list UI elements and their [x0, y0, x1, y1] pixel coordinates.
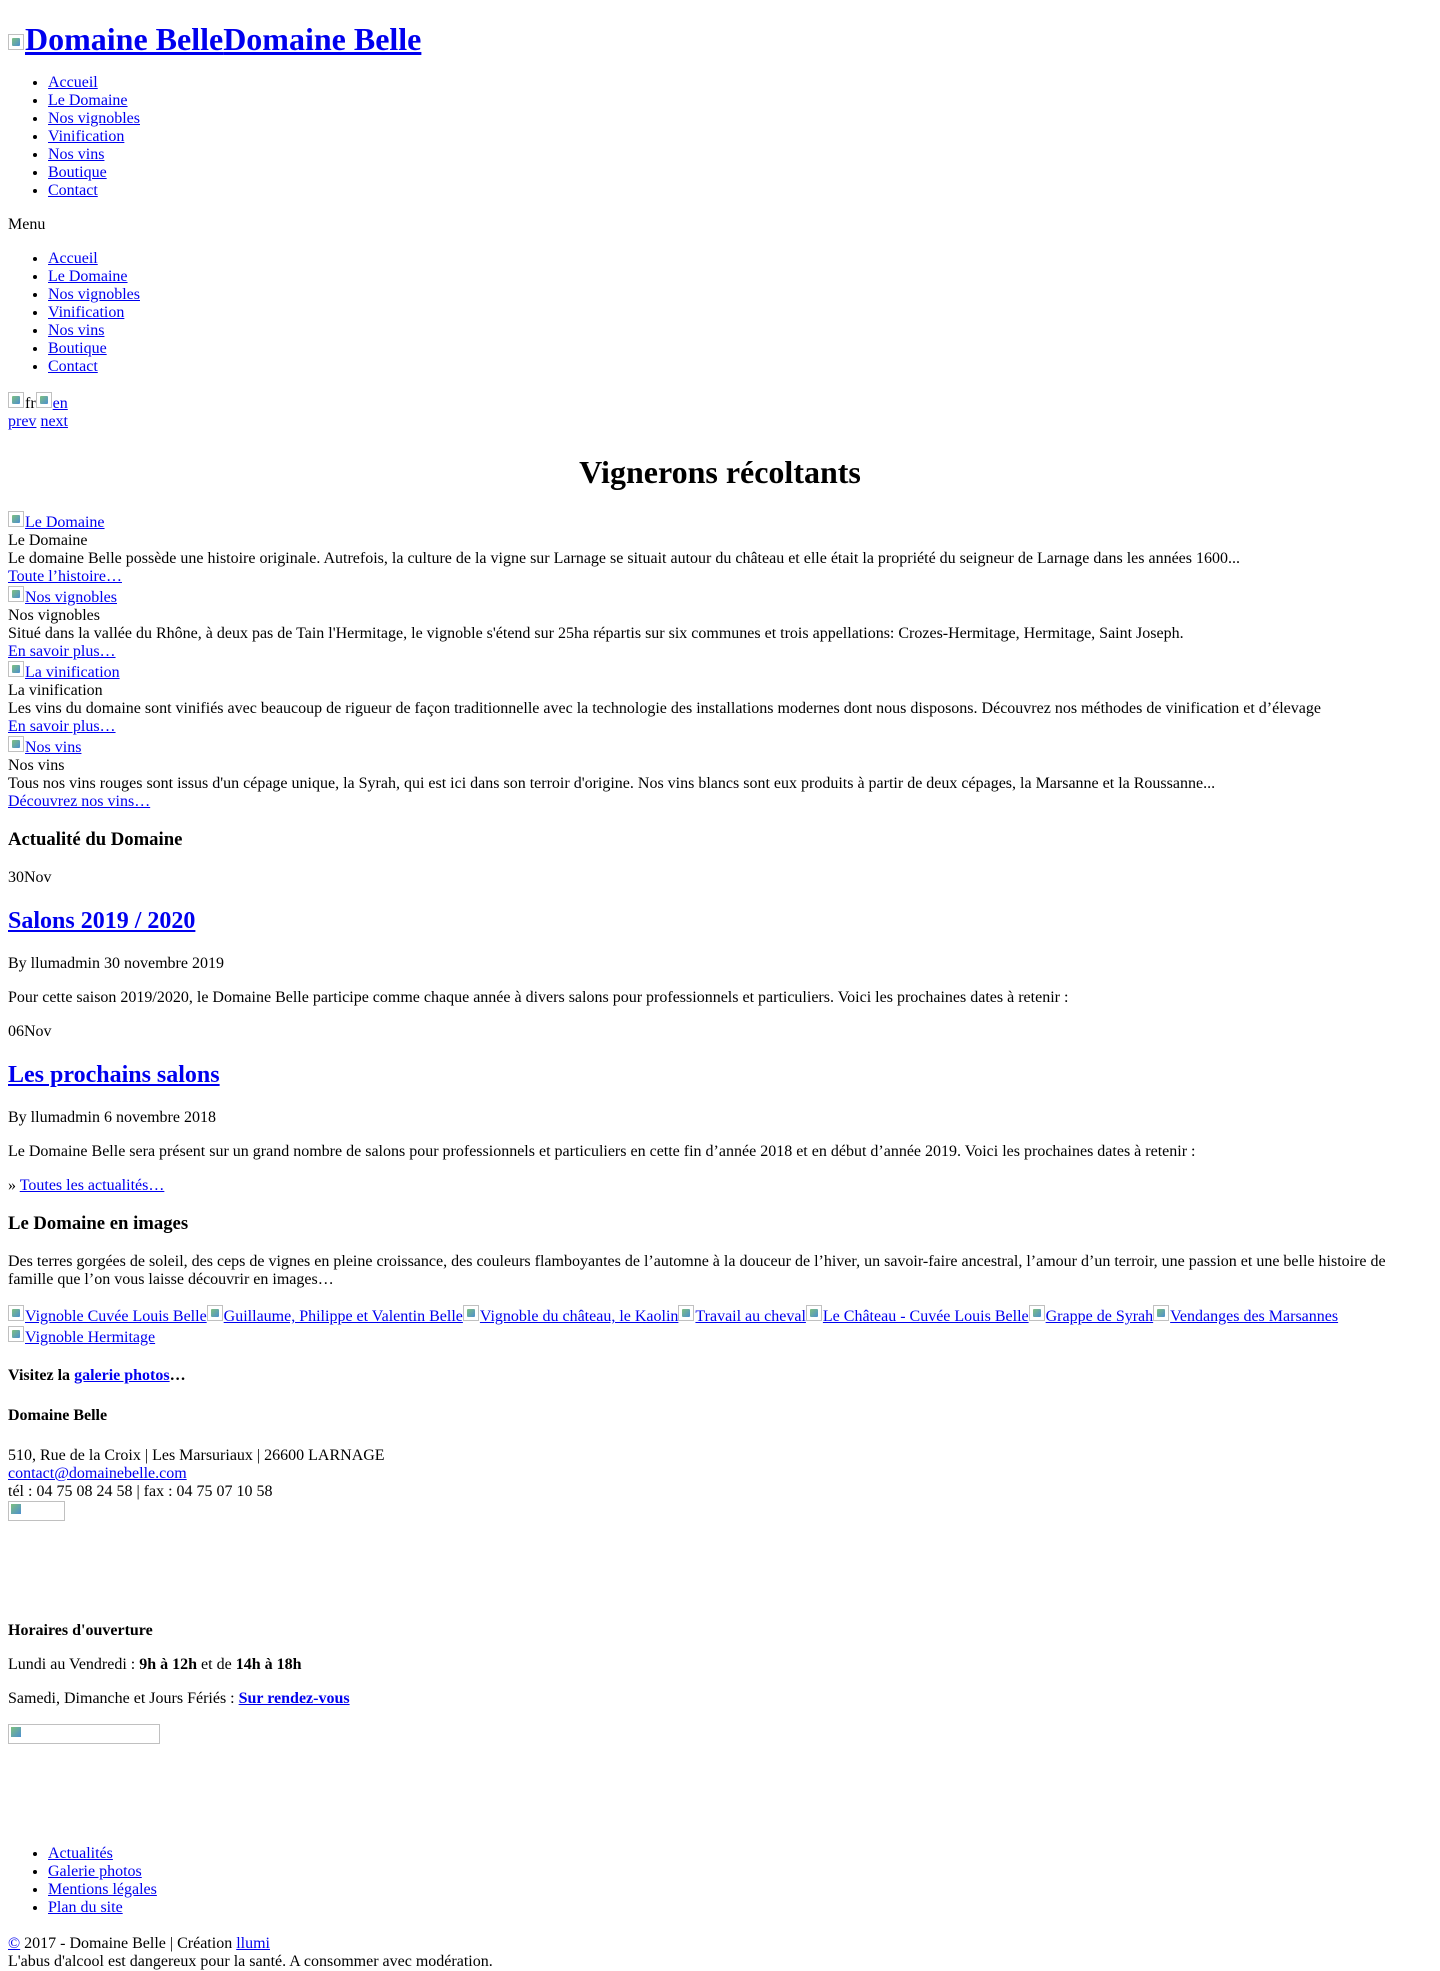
mobile-nav-link-vinification[interactable]: Vinification: [48, 304, 125, 321]
gallery-item[interactable]: [1153, 1308, 1338, 1325]
visit-gallery: [8, 1367, 1432, 1385]
post-title: [8, 907, 1432, 935]
mobile-nav-link-boutique[interactable]: Boutique: [48, 340, 107, 357]
hours-weekday-morning: 9h à 12h: [139, 1656, 198, 1673]
feature-image-alt: La vinification: [25, 664, 120, 681]
language-switcher: [8, 392, 1432, 413]
gallery-alt: Vignoble du château, le Kaolin: [479, 1308, 679, 1325]
gallery-item[interactable]: [678, 1308, 805, 1325]
all-news: [8, 1177, 1432, 1195]
gallery-item[interactable]: [463, 1308, 679, 1325]
nav-link-accueil[interactable]: Accueil: [48, 74, 98, 91]
footer-item-galerie: [48, 1863, 1432, 1881]
gallery-alt: Vendanges des Marsannes: [1170, 1308, 1339, 1325]
lang-en-link[interactable]: [36, 395, 68, 412]
copyright-link[interactable]: ©: [8, 1935, 21, 1952]
hours-weekend-prefix: Samedi, Dimanche et Jours Fériés :: [8, 1690, 239, 1707]
footer-link-mentions[interactable]: Mentions légales: [48, 1881, 157, 1898]
hours-weekday: [8, 1656, 1432, 1674]
copyright-text: 2017 - Domaine Belle | Création: [20, 1935, 237, 1952]
footer-item-mentions: [48, 1881, 1432, 1899]
feature-text: Tous nos vins rouges sont issus d'un cépage unique, la Syrah, qui est ici dans son terroir d'origine. Nos vins blancs sont eux produits à partir de deux cépages, la Marsanne et la Roussanne...: [8, 775, 1216, 792]
nav-link-nos-vignobles[interactable]: Nos vignobles: [48, 110, 140, 127]
feature-image-link[interactable]: [8, 664, 120, 681]
slider-next-link[interactable]: next: [40, 413, 68, 430]
gallery-image: [1029, 1305, 1045, 1321]
spacer: [8, 1765, 1432, 1845]
nav-link-contact[interactable]: Contact: [48, 182, 98, 199]
spacer: [8, 1526, 1432, 1606]
mobile-nav-item-boutique: [48, 340, 1432, 358]
post-date: [8, 869, 1432, 887]
footer-item-plan: [48, 1899, 1432, 1917]
news-heading: Actualité du Domaine: [8, 829, 183, 850]
creator-link[interactable]: llumi: [236, 1935, 270, 1952]
post-excerpt: Pour cette saison 2019/2020, le Domaine Belle participe comme chaque année à divers salons pour professionnels et particuliers. Voici les prochaines dates à retenir :: [8, 989, 1069, 1006]
gallery-item[interactable]: [1029, 1308, 1154, 1325]
flag-fr-icon: [8, 392, 24, 408]
mobile-nav-item-nos-vins: [48, 322, 1432, 340]
feature-image: [8, 511, 24, 527]
footer-nav: [8, 1845, 1432, 1917]
nav-item-le-domaine: [48, 92, 1432, 110]
news-post: [8, 1023, 1432, 1161]
gallery-image: [806, 1305, 822, 1321]
contact-email-link[interactable]: contact@domainebelle.com: [8, 1465, 187, 1482]
gallery-alt: Guillaume, Philippe et Valentin Belle: [223, 1308, 463, 1325]
mobile-nav: [8, 250, 1432, 376]
mobile-nav-item-vinification: [48, 304, 1432, 322]
gallery-item[interactable]: [207, 1308, 463, 1325]
mobile-nav-link-le-domaine[interactable]: Le Domaine: [48, 268, 128, 285]
nav-item-nos-vins: [48, 146, 1432, 164]
mobile-nav-item-contact: [48, 358, 1432, 376]
gallery-alt: Travail au cheval: [695, 1308, 806, 1325]
post-title: [8, 1061, 1432, 1089]
feature-title: Nos vins: [8, 757, 65, 774]
feature-read-more-link[interactable]: Toute l’histoire…: [8, 568, 122, 585]
copyright: [8, 1935, 1432, 1953]
slider-prev-link[interactable]: prev: [8, 413, 37, 430]
all-news-prefix: »: [8, 1177, 20, 1194]
logo-image: [8, 34, 24, 50]
feature-image-alt: Le Domaine: [25, 514, 105, 531]
gallery-page-link[interactable]: galerie photos: [74, 1367, 170, 1384]
flag-en-icon: [36, 392, 52, 408]
images-description: Des terres gorgées de soleil, des ceps de vignes en pleine croissance, des couleurs flamboyantes de l’automne à la douceur de l’hiver, un savoir-faire ancestral, l’amour d’un terroir, une passion et une belle histoire de famille que l’on vous laisse découvrir en images…: [8, 1253, 1386, 1288]
tagline: Vignerons récoltants: [579, 454, 861, 490]
nav-link-vinification[interactable]: Vinification: [48, 128, 125, 145]
hours-heading: Horaires d'ouverture: [8, 1622, 153, 1639]
appointment-link[interactable]: Sur rendez-vous: [238, 1690, 350, 1707]
post-title-link[interactable]: Salons 2019 / 2020: [8, 908, 196, 934]
gallery-alt: Vignoble Hermitage: [25, 1329, 156, 1346]
post-month: Nov: [24, 1023, 52, 1040]
hours-weekend: [8, 1690, 1432, 1708]
site-title: [8, 20, 1432, 58]
post-month: Nov: [24, 869, 52, 886]
page: [0, 20, 1440, 1971]
post-date: [8, 1023, 1432, 1041]
gallery-image: [678, 1305, 694, 1321]
feature-image: [8, 661, 24, 677]
gallery-image: [1153, 1305, 1169, 1321]
mobile-nav-link-nos-vins[interactable]: Nos vins: [48, 322, 105, 339]
feature-le-domaine: [8, 511, 1432, 586]
post-meta: By llumadmin 30 novembre 2019: [8, 955, 224, 972]
feature-title: La vinification: [8, 682, 103, 699]
feature-text: Les vins du domaine sont vinifiés avec beaucoup de rigueur de façon traditionnelle avec la technologie des installations modernes dont nous disposons. Découvrez nos méthodes de vinification et d’élevage: [8, 700, 1321, 717]
feature-nos-vignobles: [8, 586, 1432, 661]
gallery-alt: Grappe de Syrah: [1045, 1308, 1154, 1325]
feature-title: Nos vignobles: [8, 607, 100, 624]
nav-item-nos-vignobles: [48, 110, 1432, 128]
post-meta: By llumadmin 6 novembre 2018: [8, 1109, 216, 1126]
hours-weekday-mid: et de: [197, 1656, 236, 1673]
feature-title: Le Domaine: [8, 532, 88, 549]
nav-link-le-domaine[interactable]: Le Domaine: [48, 92, 128, 109]
mobile-nav-item-accueil: [48, 250, 1432, 268]
visit-prefix: Visitez la: [8, 1367, 75, 1384]
post-title-link[interactable]: Les prochains salons: [8, 1062, 220, 1088]
gallery-item[interactable]: [806, 1308, 1029, 1325]
feature-read-more-link[interactable]: En savoir plus…: [8, 643, 116, 660]
gallery-image: [8, 1326, 24, 1342]
gallery-alt: Vignoble Cuvée Louis Belle: [25, 1308, 207, 1325]
slider-controls: [8, 413, 1432, 431]
feature-read-more-link[interactable]: En savoir plus…: [8, 718, 116, 735]
mobile-nav-link-contact[interactable]: Contact: [48, 358, 98, 375]
nav-item-boutique: [48, 164, 1432, 182]
gallery-image: [463, 1305, 479, 1321]
news-post: [8, 869, 1432, 1007]
footer-link-plan[interactable]: Plan du site: [48, 1899, 123, 1916]
hours-weekday-prefix: Lundi au Vendredi :: [8, 1656, 140, 1673]
contact-heading: Domaine Belle: [8, 1407, 108, 1424]
nav-link-boutique[interactable]: Boutique: [48, 164, 107, 181]
feature-text: Situé dans la vallée du Rhône, à deux pas de Tain l'Hermitage, le vignoble s'étend sur 25ha répartis sur six communes et trois appellations: Crozes-Hermitage, Hermitage, Saint Joseph.: [8, 625, 1184, 642]
contact-phone: tél : 04 75 08 24 58 | fax : 04 75 07 10 58: [8, 1483, 273, 1500]
gallery-alt: Le Château - Cuvée Louis Belle: [822, 1308, 1029, 1325]
footer-item-actualites: [48, 1845, 1432, 1863]
feature-vinification: [8, 661, 1432, 736]
footer-link-galerie[interactable]: Galerie photos: [48, 1863, 142, 1880]
photo-gallery: [8, 1305, 1432, 1347]
site-title-text: Domaine Belle: [223, 21, 422, 57]
feature-image-alt: Nos vins: [25, 739, 82, 756]
hours-weekday-afternoon: 14h à 18h: [235, 1656, 302, 1673]
nav-link-nos-vins[interactable]: Nos vins: [48, 146, 105, 163]
feature-image: [8, 736, 24, 752]
post-day: 30: [8, 869, 24, 886]
site-logo-link[interactable]: [8, 21, 421, 57]
mobile-nav-item-nos-vignobles: [48, 286, 1432, 304]
nav-item-accueil: [48, 74, 1432, 92]
post-day: 06: [8, 1023, 24, 1040]
gallery-image: [207, 1305, 223, 1321]
main-nav: [8, 74, 1432, 200]
mobile-nav-link-accueil[interactable]: Accueil: [48, 250, 98, 267]
feature-read-more-link[interactable]: Découvrez nos vins…: [8, 793, 151, 810]
contact-block: [8, 1447, 1432, 1526]
nav-item-vinification: [48, 128, 1432, 146]
mobile-nav-item-le-domaine: [48, 268, 1432, 286]
feature-nos-vins: [8, 736, 1432, 811]
visit-suffix: …: [169, 1367, 186, 1384]
images-heading: Le Domaine en images: [8, 1213, 189, 1234]
lang-fr-label[interactable]: fr: [25, 395, 36, 412]
hours-image: [8, 1724, 160, 1744]
feature-image: [8, 586, 24, 602]
feature-text: Le domaine Belle possède une histoire originale. Autrefois, la culture de la vigne sur Larnage se situait autour du château et elle était la propriété du seigneur de Larnage dans les années 1600...: [8, 550, 1241, 567]
contact-badge-image: [8, 1501, 65, 1521]
feature-image-link[interactable]: [8, 739, 81, 756]
footer-link-actualites[interactable]: Actualités: [48, 1845, 113, 1862]
health-warning: L'abus d'alcool est dangereux pour la santé. A consommer avec modération.: [8, 1953, 493, 1970]
nav-item-contact: [48, 182, 1432, 200]
post-excerpt: Le Domaine Belle sera présent sur un grand nombre de salons pour professionnels et particuliers en cette fin d’année 2018 et en début d’année 2019. Voici les prochaines dates à retenir :: [8, 1143, 1196, 1160]
lang-en-label: en: [52, 395, 68, 412]
feature-image-link[interactable]: [8, 514, 105, 531]
gallery-item[interactable]: [8, 1308, 207, 1325]
feature-image-link[interactable]: [8, 589, 117, 606]
mobile-nav-link-nos-vignobles[interactable]: Nos vignobles: [48, 286, 140, 303]
gallery-image: [8, 1305, 24, 1321]
mobile-menu-toggle[interactable]: Menu: [8, 216, 46, 233]
contact-address: 510, Rue de la Croix | Les Marsuriaux | 26600 LARNAGE: [8, 1447, 385, 1464]
all-news-link[interactable]: Toutes les actualités…: [19, 1177, 165, 1194]
logo-alt-text: Domaine Belle: [25, 21, 224, 57]
gallery-item[interactable]: [8, 1329, 155, 1346]
feature-image-alt: Nos vignobles: [25, 589, 117, 606]
hours-image-row: [8, 1724, 1432, 1749]
